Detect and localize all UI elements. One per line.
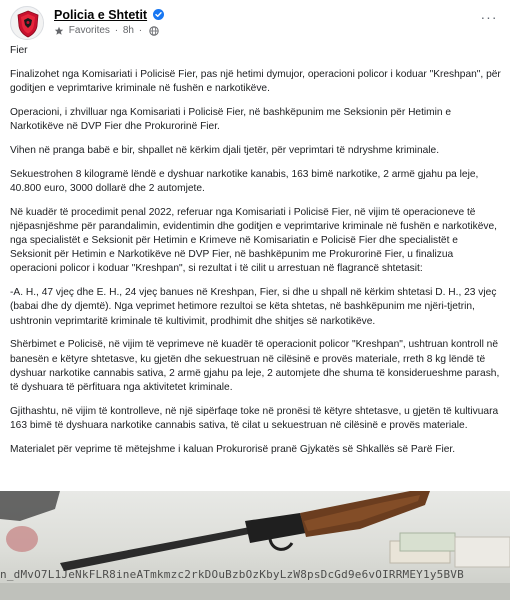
audience-label[interactable]: Favorites — [68, 25, 110, 36]
post-paragraph: -A. H., 47 vjeç dhe E. H., 24 vjeç banues në Kreshpan, Fier, si dhe u shpall në kërkim shtetasi D. H., 23 vjeç (babai dhe dy djemtë). Nga veprimet hetimore rezultoi se këta shtetas, në bashkëpunim me njëri-tjetrin, ushtronin veprimtaritë kriminale të kultivimit, prodhimit dhe shitjes së narkotikëve. — [10, 287, 497, 327]
post-paragraph: Fier — [10, 45, 28, 56]
more-options-button[interactable]: ··· — [480, 9, 498, 25]
police-badge-icon — [11, 7, 44, 40]
photo-watermark-text: n_dMvO7L1JeNkFLR8ineATmkmzc2rkDOuBzbOzKbyLzW8psDcGd9e6vOIRRMEY1y5BVB — [0, 568, 464, 581]
post-body — [10, 44, 502, 467]
post-paragraph: Gjithashtu, në vijim të kontrolleve, në një sipërfaqe toke në pronësi të këtyre shtetasve, u gjetën të kultivuara 163 bimë të dyshuara narkotike cannabis sativa, të cilat u sekuestruan në cilësinë e provës materiale. — [10, 405, 499, 432]
verified-badge-icon — [153, 9, 164, 20]
page-avatar[interactable] — [10, 6, 44, 40]
meta-separator: · — [114, 25, 119, 36]
globe-icon — [149, 26, 159, 36]
post-paragraph: Shërbimet e Policisë, në vijim të veprimeve në kuadër të operacionit policor "Kreshpan", ushtruan kontroll në banesën e këtyre shtetasve, ku gjetën dhe sekuestruan në cilësinë e provës materiale, rreth 8 kg lëndë të dyshuar narkotike cannabis sativa, 2 armë gjahu pa leje, 2 automjete dhe shuma të konsiderueshme parash, të dyshuara të përfituara nga aktivitetet kriminale. — [10, 339, 500, 394]
post-paragraph: Finalizohet nga Komisariati i Policisë Fier, pas një hetimi dymujor, operacioni policor i koduar "Kreshpan", për goditjen e veprimtarive kriminale në fushën e narkotikëve. — [10, 68, 501, 94]
star-icon — [54, 26, 64, 36]
post-meta — [54, 25, 159, 36]
page-name-link[interactable]: Policia e Shtetit — [54, 8, 148, 22]
meta-separator-2: · — [138, 25, 143, 36]
post-timestamp[interactable]: 8h — [122, 25, 134, 36]
post-paragraph: Operacioni, i zhvilluar nga Komisariati i Policisë Fier, në bashkëpunim me Seksionin për Hetimin e Narkotikëve në DVP Fier dhe Prokurorinë Fier. — [10, 106, 452, 132]
post-paragraph: Materialet për veprime të mëtejshme i kaluan Prokurorisë pranë Gjykatës së Shkallës së Parë Fier. — [10, 443, 456, 455]
post-paragraph: Sekuestrohen 8 kilogramë lëndë e dyshuar narkotike kanabis, 163 bimë narkotike, 2 armë gjahu pa leje, 40.800 euro, 3000 dollarë dhe 2 automjete. — [10, 168, 479, 194]
photo-illustration — [0, 491, 510, 600]
post-photo[interactable] — [0, 491, 510, 600]
post-header — [10, 6, 500, 40]
post-paragraph: Vihen në pranga babë e bir, shpallet në kërkim djali tjetër, për veprimtari të ndryshme kriminale. — [10, 144, 440, 156]
post-paragraph: Në kuadër të procedimit penal 2022, referuar nga Komisariati i Policisë Fier, në vijim të operacioneve të njëpasnjëshme për parandalimin, evidentimin dhe goditjen e veprimtarive kriminale në fushën e narkotikëve, nga specialistët e Seksionit për Hetimin e Krimeve në Komisariatin e Policisë Fier dhe specialistët e Seksionit për Hetimin e Narkotikëve në DVP Fier, në bashkëpunim me Prokurorinë Fier, u finalizua operacioni policor i koduar "Kreshpan", si rezultat i të cilit u arrestuan në flagrancë shtetasit: — [10, 206, 498, 275]
